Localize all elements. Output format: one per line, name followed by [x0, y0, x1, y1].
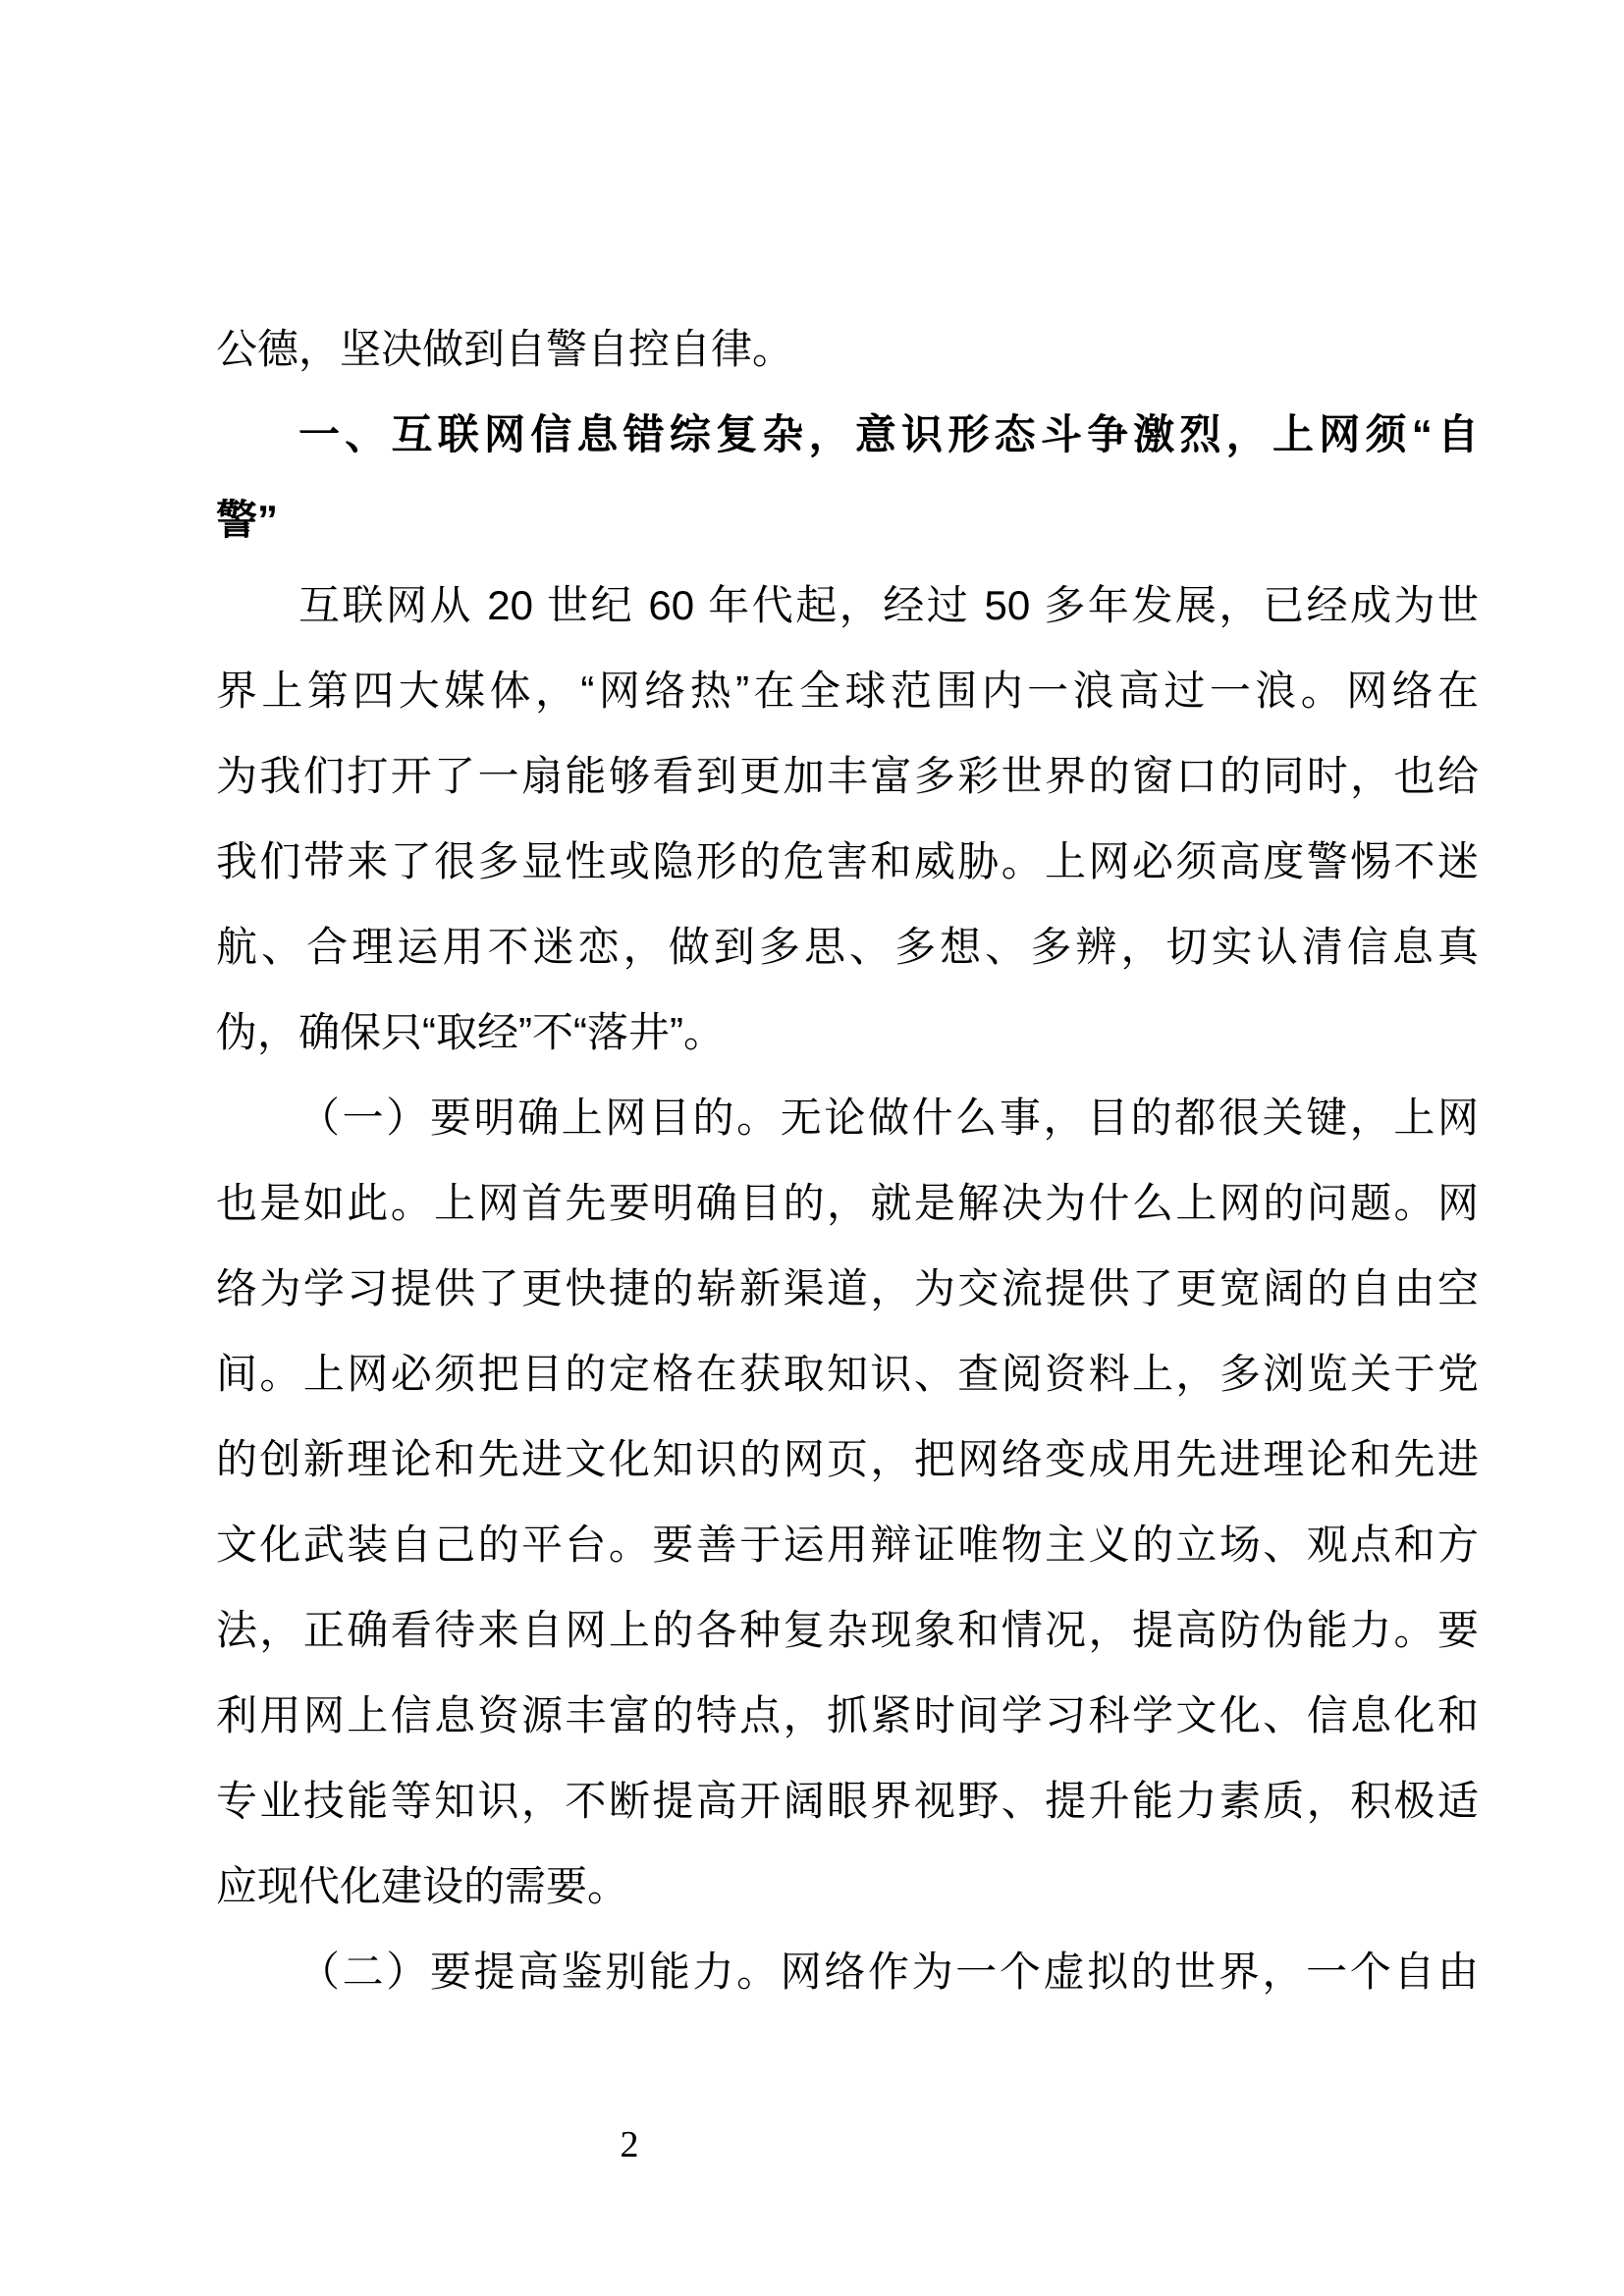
text-line: 航、合理运用不迷恋，做到多思、多想、多辨，切实认清信息真: [216, 924, 1479, 970]
text-line: 利用网上信息资源丰富的特点，抓紧时间学习科学文化、信息化和: [216, 1692, 1479, 1738]
text-line: 也是如此。上网首先要明确目的，就是解决为什么上网的问题。网: [216, 1180, 1479, 1226]
text-line: 伪，确保只“取经”不“落井”。: [216, 1009, 725, 1055]
heading-line: 警”: [216, 497, 279, 543]
page-number: 2: [620, 2124, 639, 2165]
text-line: 法，正确看待来自网上的各种复杂现象和情况，提高防伪能力。要: [216, 1607, 1479, 1653]
text-line: 的创新理论和先进文化知识的网页，把网络变成用先进理论和先进: [216, 1436, 1479, 1482]
text-line: 络为学习提供了更快捷的崭新渠道，为交流提供了更宽阔的自由空: [216, 1265, 1479, 1311]
text-line: （一）要明确上网目的。无论做什么事，目的都很关键，上网: [298, 1095, 1479, 1141]
text-line: （二）要提高鉴别能力。网络作为一个虚拟的世界，一个自由: [298, 1949, 1479, 1995]
text-line: 我们带来了很多显性或隐形的危害和威胁。上网必须高度警惕不迷: [216, 838, 1479, 884]
text-line: 文化武装自己的平台。要善于运用辩证唯物主义的立场、观点和方: [216, 1522, 1479, 1568]
text-line: 间。上网必须把目的定格在获取知识、查阅资料上，多浏览关于党: [216, 1351, 1479, 1397]
text-line: 应现代化建设的需要。: [216, 1863, 629, 1909]
text-line: 专业技能等知识，不断提高开阔眼界视野、提升能力素质，积极适: [216, 1778, 1479, 1824]
document-text-block: [216, 306, 1479, 2014]
heading-line: 一、互联网信息错综复杂，意识形态斗争激烈，上网须“自: [298, 411, 1479, 457]
text-line: 为我们打开了一扇能够看到更加丰富多彩世界的窗口的同时，也给: [216, 753, 1479, 799]
text-line: 界上第四大媒体，“网络热”在全球范围内一浪高过一浪。网络在: [216, 667, 1479, 714]
text-line: 互联网从 20 世纪 60 年代起，经过 50 多年发展，已经成为世: [298, 582, 1479, 628]
text-line: 公德，坚决做到自警自控自律。: [216, 326, 794, 372]
